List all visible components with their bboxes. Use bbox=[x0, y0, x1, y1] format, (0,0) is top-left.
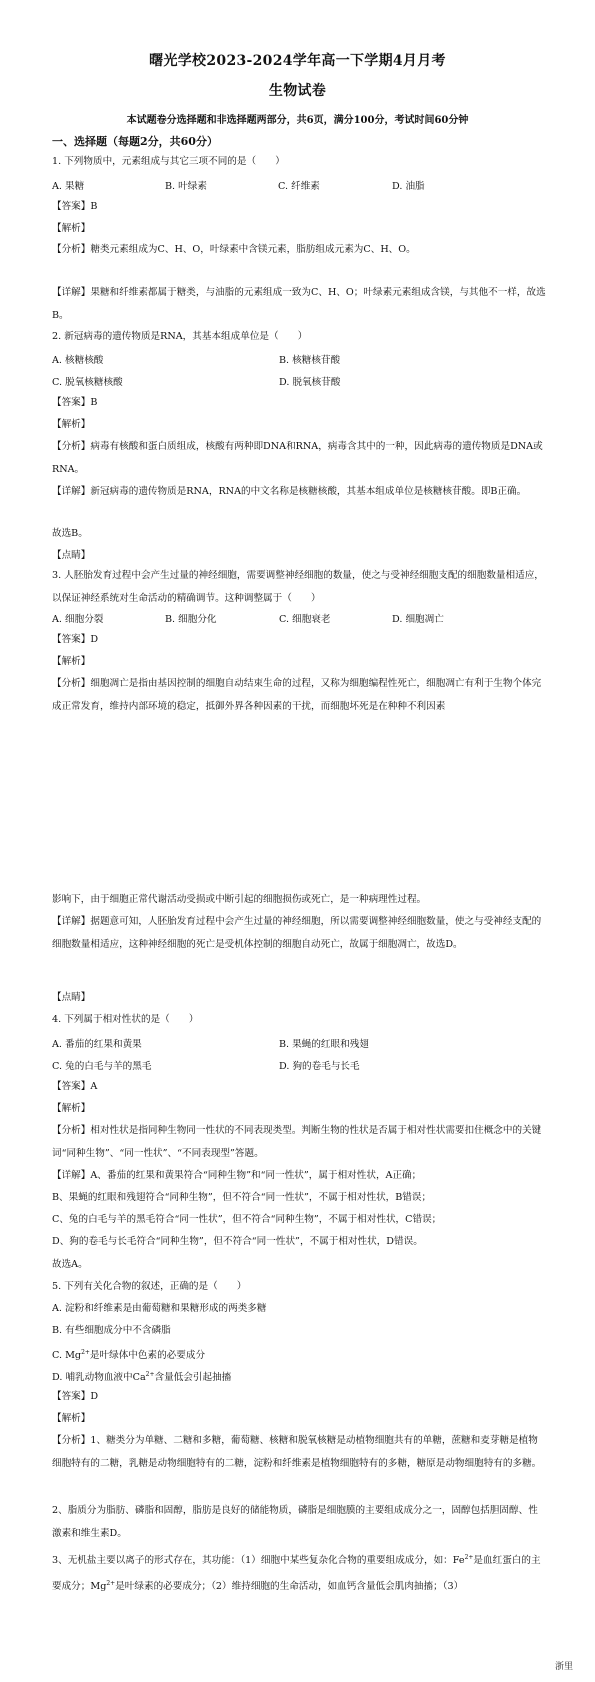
question-4-conclusion: 故选A。 bbox=[52, 1259, 88, 1270]
question-5-option-b: B. 有些细胞成分中不含磷脂 bbox=[52, 1325, 171, 1336]
question-4-jiexi: 【解析】 bbox=[52, 1103, 91, 1114]
question-1-option-b: B. 叶绿素 bbox=[165, 181, 207, 192]
question-1-option-c: C. 纤维素 bbox=[278, 181, 320, 192]
question-3-answer: 【答案】D bbox=[52, 634, 99, 645]
question-2-option-a: A. 核糖核酸 bbox=[52, 355, 104, 366]
question-3-analysis-continued: 影响下，由于细胞正常代谢活动受损或中断引起的细胞损伤或死亡，是一种病理性过程。 bbox=[52, 894, 427, 905]
question-4-detail-d: D、狗的卷毛与长毛符合“同种生物”，但不符合“同一性状”，不属于相对性状，D错误。 bbox=[52, 1236, 423, 1247]
question-1-stem: 1. 下列物质中，元素组成与其它三项不同的是（ ） bbox=[52, 156, 285, 167]
question-4-detail-b: B、果蝇的红眼和残翅符合“同种生物”，但不符合“同一性状”，不属于相对性状，B错误； bbox=[52, 1192, 432, 1203]
footer-watermark: 浙里 bbox=[554, 1662, 573, 1672]
question-1-jiexi: 【解析】 bbox=[52, 223, 91, 234]
question-2-detail: 【详解】新冠病毒的遗传物质是RNA，RNA的中文名称是核糖核酸，其基本组成单位是核糖核苷酸。即B正确。 bbox=[52, 486, 527, 497]
question-2-option-c: C. 脱氧核糖核酸 bbox=[52, 377, 123, 388]
question-1-detail: 【详解】果糖和纤维素都属于糖类，与油脂的元素组成一致为C、H、O；叶绿素元素组成含镁，与其他不一样，故选B。 bbox=[52, 287, 546, 321]
question-4-detail-a: 【详解】A、番茄的红果和黄果符合“同种生物”和“同一性状”，属于相对性状，A正确； bbox=[52, 1170, 422, 1181]
question-4-answer: 【答案】A bbox=[52, 1081, 98, 1092]
question-4-analysis: 【分析】相对性状是指同种生物同一性状的不同表现类型。判断生物的性状是否属于相对性状需要扣住概念中的关键词“同种生物”、“同一性状”、“不同表现型”答题。 bbox=[52, 1125, 542, 1159]
question-5-analysis-2: 2、脂质分为脂肪、磷脂和固醇，脂肪是良好的储能物质，磷脂是细胞膜的主要组成成分之一，固醇包括胆固醇、性激素和维生素D。 bbox=[52, 1505, 538, 1539]
question-3-dianjing: 【点睛】 bbox=[52, 992, 91, 1003]
question-2-conclusion: 故选B。 bbox=[52, 528, 88, 539]
question-1-option-d: D. 油脂 bbox=[392, 181, 425, 192]
question-4-detail-c: C、兔的白毛与羊的黑毛符合“同一性状”，但不符合“同种生物”，不属于相对性状，C错误； bbox=[52, 1214, 442, 1225]
question-3-jiexi: 【解析】 bbox=[52, 656, 91, 667]
question-3-option-d: D. 细胞凋亡 bbox=[392, 614, 444, 625]
exam-title: 曙光学校2023-2024学年高一下学期4月月考 bbox=[149, 53, 446, 69]
section-heading: 一、选择题（每题2分，共60分） bbox=[52, 135, 218, 148]
question-5-analysis-1: 【分析】1、糖类分为单糖、二糖和多糖，葡萄糖、核糖和脱氧核糖是动植物细胞共有的单糖，蔗糖和麦芽糖是植物细胞特有的二糖，乳糖是动物细胞特有的二糖，淀粉和纤维素是植物细胞特有的多糖，糖原是动物细胞特有的多糖。 bbox=[52, 1435, 542, 1469]
question-5-analysis-3: 3、无机盐主要以离子的形式存在，其功能：（1）细胞中某些复杂化合物的重要组成成分，如：$Fe^{2+}$是血红蛋白的主要成分；$Mg^{2+}$是叶绿素的必要成分；（2）维持细胞的生命活动，如血钙含量低会肌肉抽搐；（3） bbox=[52, 1554, 541, 1593]
question-5-option-a: A. 淀粉和纤维素是由葡萄糖和果糖形成的两类多糖 bbox=[52, 1303, 267, 1314]
question-2-option-d: D. 脱氧核苷酸 bbox=[279, 377, 341, 388]
question-4-option-a: A. 番茄的红果和黄果 bbox=[52, 1039, 142, 1050]
exam-subtitle: 生物试卷 bbox=[268, 83, 327, 99]
question-2-option-b: B. 核糖核苷酸 bbox=[279, 355, 341, 366]
question-3-stem: 3. 人胚胎发育过程中会产生过量的神经细胞，需要调整神经细胞的数量，使之与受神经细胞支配的细胞数量相适应，以保证神经系统对生命活动的精确调节。这种调整属于（ ） bbox=[52, 570, 544, 604]
question-3-option-c: C. 细胞衰老 bbox=[279, 614, 331, 625]
question-5-option-d: D. 哺乳动物血液中$Ca^{2+}$含量低会引起抽搐 bbox=[52, 1371, 232, 1384]
question-4-option-c: C. 兔的白毛与羊的黑毛 bbox=[52, 1061, 152, 1072]
question-4-stem: 4. 下列属于相对性状的是（ ） bbox=[52, 1014, 199, 1025]
exam-instructions: 本试题卷分选择题和非选择题两部分，共6页，满分100分，考试时间60分钟 bbox=[126, 115, 469, 126]
question-2-answer: 【答案】B bbox=[52, 397, 98, 408]
question-5-jiexi: 【解析】 bbox=[52, 1413, 91, 1424]
question-4-option-d: D. 狗的卷毛与长毛 bbox=[279, 1061, 360, 1072]
question-2-dianjing: 【点睛】 bbox=[52, 550, 91, 561]
question-5-answer: 【答案】D bbox=[52, 1391, 99, 1402]
question-1-analysis: 【分析】糖类元素组成为C、H、O，叶绿素中含镁元素，脂肪组成元素为C、H、O。 bbox=[52, 244, 416, 255]
question-5-option-c: C. $Mg^{2+}$是叶绿体中色素的必要成分 bbox=[52, 1349, 206, 1362]
question-2-stem: 2. 新冠病毒的遗传物质是RNA，其基本组成单位是（ ） bbox=[52, 331, 308, 342]
question-3-detail: 【详解】据题意可知，人胚胎发育过程中会产生过量的神经细胞，所以需要调整神经细胞数量，使之与受神经支配的细胞数量相适应，这种神经细胞的死亡是受机体控制的细胞自动死亡，故属于细胞凋亡，故选D。 bbox=[52, 916, 542, 950]
question-5-stem: 5. 下列有关化合物的叙述，正确的是（ ） bbox=[52, 1281, 247, 1292]
question-3-option-a: A. 细胞分裂 bbox=[52, 614, 104, 625]
question-4-option-b: B. 果蝇的红眼和残翅 bbox=[279, 1039, 369, 1050]
question-3-analysis: 【分析】细胞凋亡是指由基因控制的细胞自动结束生命的过程，又称为细胞编程性死亡，细胞凋亡有利于生物个体完成正常发育，维持内部环境的稳定，抵御外界各种因素的干扰，而细胞坏死是在种种不利因素 bbox=[52, 678, 542, 712]
question-1-answer: 【答案】B bbox=[52, 201, 98, 212]
question-2-analysis: 【分析】病毒有核酸和蛋白质组成，核酸有两种即DNA和RNA，病毒含其中的一种，因此病毒的遗传物质是DNA或RNA。 bbox=[52, 441, 543, 475]
question-3-option-b: B. 细胞分化 bbox=[165, 614, 217, 625]
question-1-option-a: A. 果糖 bbox=[52, 181, 85, 192]
question-2-jiexi: 【解析】 bbox=[52, 419, 91, 430]
